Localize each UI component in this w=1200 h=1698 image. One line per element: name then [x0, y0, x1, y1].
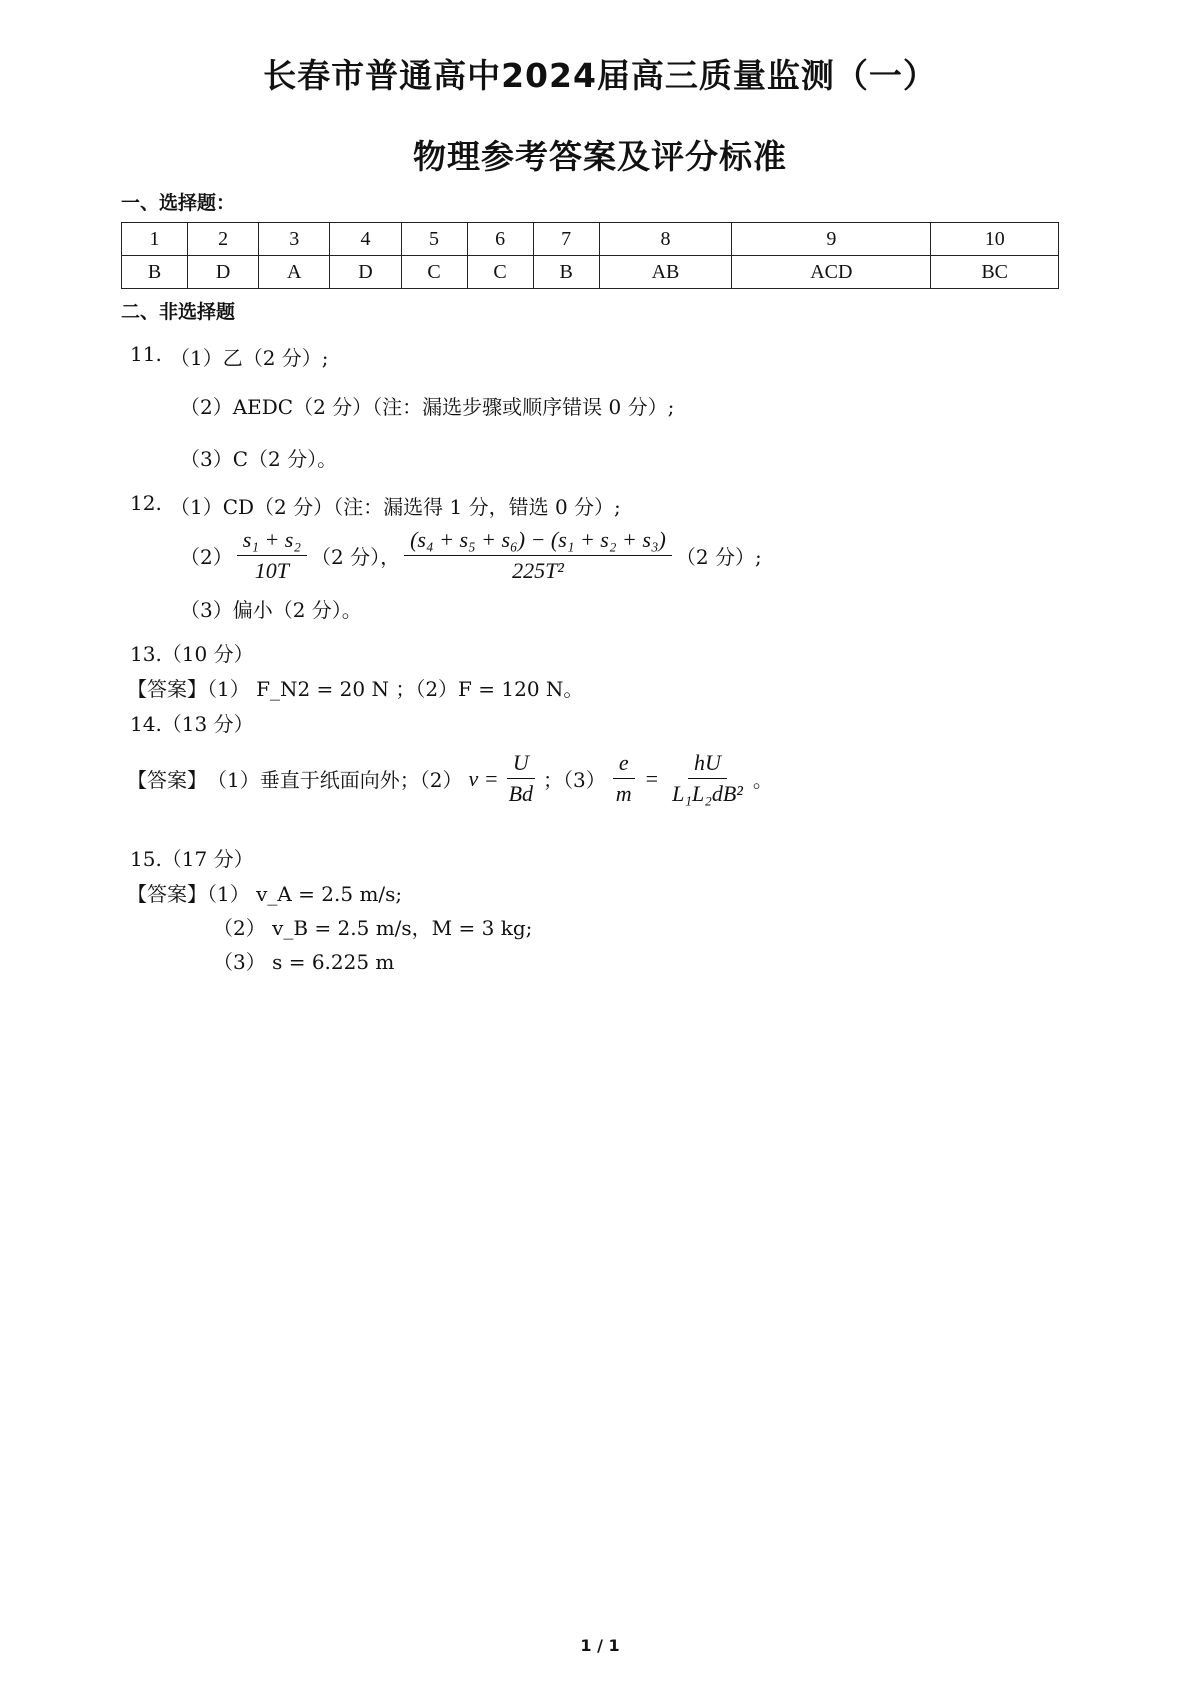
q14-v-eq: v = — [468, 765, 499, 791]
table-cell: 5 — [401, 223, 467, 256]
q15-header: 15.（17 分） — [130, 847, 254, 871]
table-row-numbers — [122, 223, 1059, 256]
fraction-numerator: s₁ + s₂ — [237, 527, 307, 556]
q14-part1: （1）垂直于纸面向外；（2） — [207, 768, 463, 793]
fraction-denominator: m — [615, 781, 632, 807]
table-row-answers — [122, 256, 1059, 289]
table-cell: 10 — [931, 223, 1059, 256]
table-cell: 1 — [122, 223, 188, 256]
section-choice-heading: 一、选择题： — [121, 192, 236, 214]
table-cell: 6 — [467, 223, 533, 256]
q15-answer — [127, 878, 402, 907]
page-number: 1 / 1 — [580, 1636, 620, 1655]
answer-label: 【答案】 — [127, 882, 207, 906]
q15-part2: （2） v_B = 2.5 m/s，M = 3 kg; — [213, 916, 533, 940]
table-cell: B — [533, 256, 599, 289]
table-cell: 2 — [188, 223, 259, 256]
fraction-denominator: 10T — [254, 558, 289, 584]
q11-part2: （2）AEDC（2 分）（注：漏选步骤或顺序错误 0 分）; — [180, 395, 675, 419]
table-cell: 7 — [533, 223, 599, 256]
table-cell: AB — [599, 256, 732, 289]
fraction-denominator: 225T² — [512, 558, 564, 584]
q13-answer-text: （1） F_N2 = 20 N ；（2）F = 120 N。 — [207, 677, 584, 701]
answer-label: 【答案】 — [127, 768, 207, 793]
table-cell: D — [330, 256, 401, 289]
q12-part3: （3）偏小（2 分）。 — [180, 598, 362, 622]
q12-part1: （1）CD（2 分）（注：漏选得 1 分，错选 0 分）; — [170, 495, 621, 519]
q11-part3: （3）C（2 分）。 — [180, 447, 338, 471]
table-cell: D — [188, 256, 259, 289]
table-cell: C — [401, 256, 467, 289]
table-cell: BC — [931, 256, 1059, 289]
q15-part1: （1） v_A = 2.5 m/s; — [207, 882, 403, 906]
q15-part3: （3） s = 6.225 m — [213, 950, 395, 974]
page-subtitle: 物理参考答案及评分标准 — [413, 137, 787, 176]
q14-part3: ；（3） — [543, 768, 606, 793]
fraction-denominator: Bd — [508, 781, 534, 807]
fraction-hu — [666, 750, 749, 808]
fraction-average-speed — [237, 527, 307, 585]
answer-table — [121, 222, 1059, 289]
answer-label: 【答案】 — [127, 677, 207, 701]
page-title: 长春市普通高中2024届高三质量监测（一） — [263, 56, 937, 95]
table-cell: 3 — [259, 223, 330, 256]
table-cell: 8 — [599, 223, 732, 256]
q13-answer — [127, 673, 583, 702]
q12-label: 12. — [130, 491, 162, 515]
fraction-numerator: U — [507, 750, 535, 779]
q12-part2 — [180, 527, 762, 585]
q14-answer — [127, 750, 773, 808]
q13-header: 13.（10 分） — [130, 642, 254, 666]
fraction-numerator: hU — [688, 750, 727, 779]
fraction-velocity — [503, 750, 539, 808]
fraction-numerator: (s₄ + s₅ + s₆) − (s₁ + s₂ + s₃) — [404, 527, 672, 556]
q12-score-b: （2 分）; — [675, 545, 762, 570]
section-nonchoice-heading: 二、非选择题 — [121, 301, 236, 323]
fraction-e-over-m — [610, 750, 638, 808]
equals-sign: = — [645, 765, 659, 791]
table-cell: 9 — [732, 223, 931, 256]
fraction-numerator: e — [613, 750, 635, 779]
q11-label: 11. — [130, 342, 162, 366]
q14-end: 。 — [752, 768, 773, 793]
table-cell: C — [467, 256, 533, 289]
fraction-denominator: L₁L₂dB² — [672, 781, 743, 807]
q11-part1: （1）乙（2 分）; — [170, 346, 329, 370]
fraction-acceleration — [404, 527, 672, 585]
table-cell: A — [259, 256, 330, 289]
q12-part2-prefix: （2） — [180, 545, 233, 570]
q14-header: 14.（13 分） — [130, 712, 254, 736]
table-cell: ACD — [732, 256, 931, 289]
table-cell: B — [122, 256, 188, 289]
table-cell: 4 — [330, 223, 401, 256]
q12-score-a: （2 分）， — [311, 545, 401, 570]
